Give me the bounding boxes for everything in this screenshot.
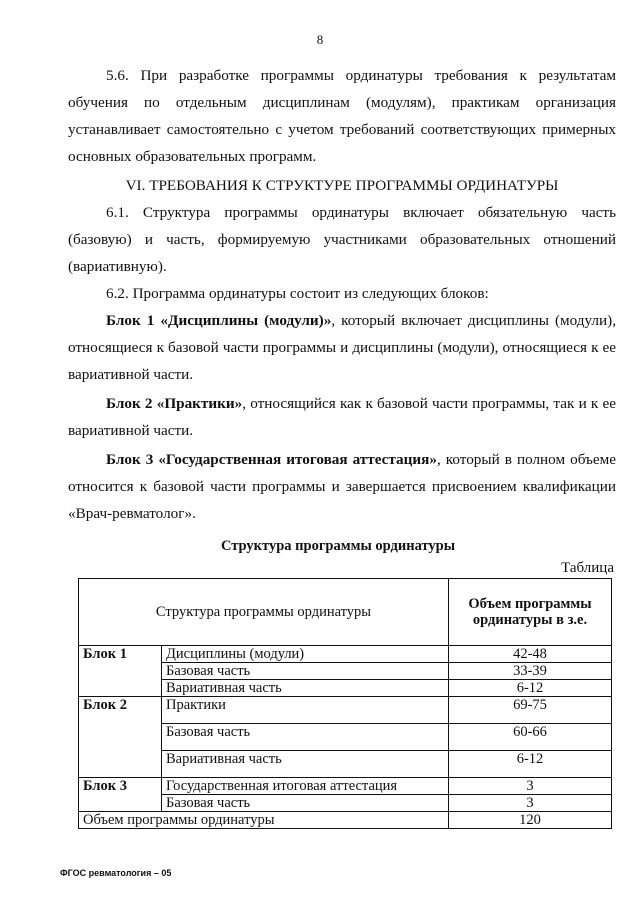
- item-cell: Базовая часть: [162, 724, 449, 751]
- page-number: 8: [316, 32, 324, 47]
- value-cell: 3: [449, 778, 612, 795]
- value-cell: 3: [449, 795, 612, 812]
- paragraph-6-2: 6.2. Программа ординатуры состоит из следующих блоков:: [106, 285, 489, 302]
- block3-text: , который в полном объеме относится к базовой части программы и завершается присвоением квалификации «Врач-ревматолог».: [68, 451, 616, 522]
- value-cell: 6-12: [449, 680, 612, 697]
- block-cell: Блок 1: [79, 646, 162, 697]
- block3-title: Блок 3 «Государственная итоговая аттестация»: [106, 451, 437, 468]
- paragraph-6-1: 6.1. Структура программы ординатуры включает обязательную часть (базовую) и часть, формируемую участниками образовательных отношений (вариативную).: [68, 204, 616, 275]
- value-cell: 42-48: [449, 646, 612, 663]
- structure-table: [78, 578, 612, 829]
- block-cell: Блок 3: [79, 778, 162, 812]
- value-cell: 6-12: [449, 751, 612, 778]
- table-label: Таблица: [561, 560, 614, 576]
- document-body: [68, 62, 616, 527]
- table-row: [79, 646, 612, 663]
- value-cell: 60-66: [449, 724, 612, 751]
- item-cell: Вариативная часть: [162, 680, 449, 697]
- block-cell: Блок 2: [79, 697, 162, 778]
- table-header-row: [79, 579, 612, 646]
- item-cell: Базовая часть: [162, 795, 449, 812]
- block1-title: Блок 1 «Дисциплины (модули)»: [106, 312, 332, 329]
- header-structure: Структура программы ординатуры: [79, 579, 449, 646]
- block2-text: , относящийся как к базовой части программы, так и к ее вариативной части.: [68, 395, 616, 439]
- block3-paragraph: [68, 446, 616, 527]
- item-cell: Государственная итоговая аттестация: [162, 778, 449, 795]
- item-cell: Вариативная часть: [162, 751, 449, 778]
- table-row: [79, 697, 612, 724]
- table-total-row: [79, 812, 612, 829]
- item-cell: Базовая часть: [162, 663, 449, 680]
- block2-title: Блок 2 «Практики»: [106, 395, 243, 412]
- item-cell: Дисциплины (модули): [162, 646, 449, 663]
- footer-code: ФГОС ревматология – 05: [60, 868, 172, 878]
- total-value: 120: [449, 812, 612, 829]
- paragraph-5-6: 5.6. При разработке программы ординатуры требования к результатам обучения по отдельным дисциплинам (модулям), практикам организация устанавливает самостоятельно с учетом требований соответствующих примерных основных образовательных программ.: [68, 67, 616, 165]
- section-heading: VI. ТРЕБОВАНИЯ К СТРУКТУРЕ ПРОГРАММЫ ОРДИНАТУРЫ: [125, 177, 559, 194]
- value-cell: 69-75: [449, 697, 612, 724]
- item-cell: Практики: [162, 697, 449, 724]
- block2-paragraph: [68, 390, 616, 444]
- total-label: Объем программы ординатуры: [79, 812, 449, 829]
- table-row: [79, 778, 612, 795]
- block1-paragraph: [68, 307, 616, 388]
- block1-text: , который включает дисциплины (модули), относящиеся к базовой части программы и дисциплины (модули), относящиеся к ее вариативной части.: [68, 312, 616, 383]
- value-cell: 33-39: [449, 663, 612, 680]
- header-volume: Объем программы ординатуры в з.е.: [449, 579, 612, 646]
- table-title: Структура программы ординатуры: [220, 538, 456, 554]
